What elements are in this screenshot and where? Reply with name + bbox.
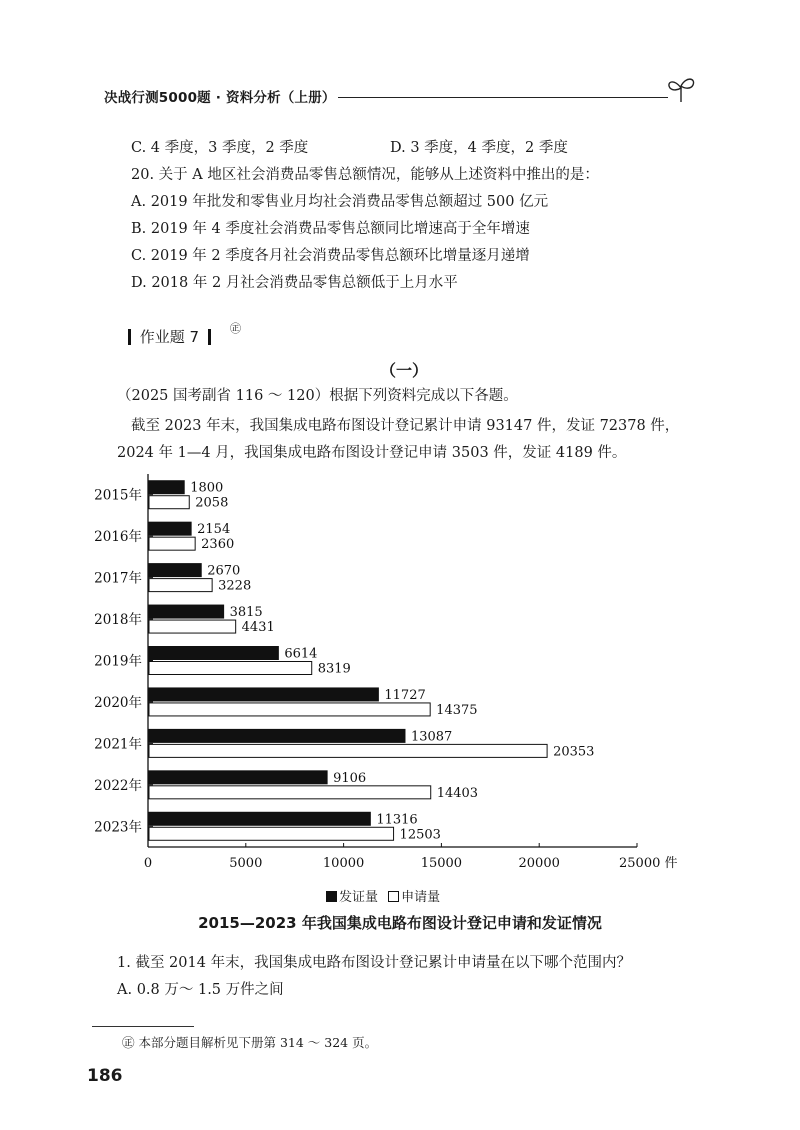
material-paragraph-1: 截至 2023 年末，我国集成电路布图设计登记累计申请 93147 件，发证 72378 件， (131, 418, 680, 434)
chart-caption: 2015—2023 年我国集成电路布图设计登记申请和发证情况 (198, 914, 602, 932)
data-label-issued: 11727 (384, 687, 426, 703)
y-tick-label: 2019年 (94, 653, 142, 670)
data-label-issued: 2670 (207, 563, 241, 579)
bar-applied (149, 579, 212, 592)
y-tick-label: 2023年 (94, 819, 142, 836)
data-label-applied: 4431 (241, 620, 275, 636)
data-label-issued: 11316 (376, 812, 418, 828)
note-mark-icon: ㊣ (230, 322, 241, 335)
option-c-prev: C. 4 季度，3 季度，2 季度 (131, 140, 309, 156)
bar-issued (149, 771, 327, 784)
section-heading: （一） (380, 361, 429, 380)
bar-issued (149, 688, 378, 701)
bar-applied (149, 620, 236, 633)
data-label-issued: 9106 (333, 770, 367, 786)
bar-issued (149, 647, 278, 660)
data-label-issued: 6614 (284, 646, 318, 662)
title-bar-right (208, 329, 211, 345)
homework-title-text: 作业题 7 (139, 328, 200, 346)
x-tick-label: 25000 件 (619, 856, 678, 871)
header-rule (338, 97, 668, 98)
question-1-stem: 1. 截至 2014 年末，我国集成电路布图设计登记累计申请量在以下哪个范围内？ (117, 955, 632, 971)
bar-applied (149, 827, 394, 840)
data-label-applied: 3228 (218, 578, 252, 594)
y-tick-label: 2018年 (94, 612, 142, 629)
bar-applied (149, 537, 195, 550)
y-tick-label: 2015年 (94, 487, 142, 504)
homework-title (128, 326, 211, 347)
bar-issued (149, 812, 370, 825)
question-20-stem: 20. 关于 A 地区社会消费品零售总额情况，能够从上述资料中推出的是： (131, 167, 599, 183)
data-label-issued: 3815 (229, 605, 263, 621)
y-tick-label: 2022年 (94, 777, 142, 794)
data-label-applied: 14403 (436, 785, 479, 801)
data-label-issued: 1800 (190, 480, 224, 496)
y-tick-label: 2021年 (94, 736, 142, 753)
y-tick-label: 2020年 (94, 694, 142, 711)
bar-issued (149, 481, 184, 494)
bar-applied (149, 662, 312, 675)
data-label-applied: 20353 (553, 744, 595, 760)
x-tick-label: 5000 (229, 856, 263, 871)
legend-swatch-applied (388, 891, 399, 902)
x-tick-label: 10000 (322, 856, 365, 871)
bar-issued (149, 605, 224, 618)
question-20-option-a: A. 2019 年批发和零售业月均社会消费品零售总额超过 500 亿元 (131, 194, 549, 210)
option-d-prev: D. 3 季度，4 季度，2 季度 (390, 140, 568, 156)
question-20-option-c: C. 2019 年 2 季度各月社会消费品零售总额环比增量逐月递增 (131, 248, 530, 264)
y-tick-label: 2017年 (94, 570, 142, 587)
footnote: ㊣ 本部分题目解析见下册第 314 ～ 324 页。 (122, 1035, 378, 1050)
bar-issued (149, 522, 191, 535)
bar-issued (149, 564, 201, 577)
legend-label-applied: 申请量 (401, 890, 441, 905)
running-header: 决战行测5000题 · 资料分析（上册） (104, 90, 336, 106)
x-tick-label: 15000 (420, 856, 463, 871)
data-label-applied: 14375 (436, 702, 478, 718)
question-20-option-b: B. 2019 年 4 季度社会消费品零售总额同比增速高于全年增速 (131, 221, 530, 237)
bar-applied (149, 744, 547, 757)
bar-applied (149, 496, 189, 509)
data-label-applied: 12503 (399, 827, 441, 843)
data-label-applied: 8319 (317, 661, 351, 677)
question-20-option-d: D. 2018 年 2 月社会消费品零售总额低于上月水平 (131, 275, 458, 291)
legend-label-issued: 发证量 (339, 890, 379, 905)
page-number: 186 (87, 1066, 123, 1086)
bar-issued (149, 729, 405, 742)
bar-applied (149, 703, 430, 716)
bar-applied (149, 786, 431, 799)
data-label-issued: 13087 (410, 729, 453, 745)
legend-swatch-issued (326, 891, 337, 902)
material-paragraph-2: 2024 年 1—4 月，我国集成电路布图设计登记申请 3503 件，发证 4189 件。 (117, 445, 627, 461)
chart-legend (326, 886, 440, 905)
y-tick-label: 2016年 (94, 529, 142, 546)
data-label-applied: 2360 (201, 537, 235, 553)
data-label-issued: 2154 (197, 522, 231, 538)
question-1-option-a: A. 0.8 万～ 1.5 万件之间 (117, 982, 284, 998)
footnote-rule (92, 1026, 194, 1027)
data-label-applied: 2058 (195, 495, 229, 511)
bar-chart (0, 470, 800, 880)
sprout-icon (664, 74, 698, 104)
source-line: （2025 国考副省 116 ～ 120）根据下列资料完成以下各题。 (117, 388, 518, 404)
x-tick-label: 20000 (518, 856, 560, 871)
title-bar-left (128, 329, 131, 345)
x-tick-label: 0 (143, 856, 153, 871)
